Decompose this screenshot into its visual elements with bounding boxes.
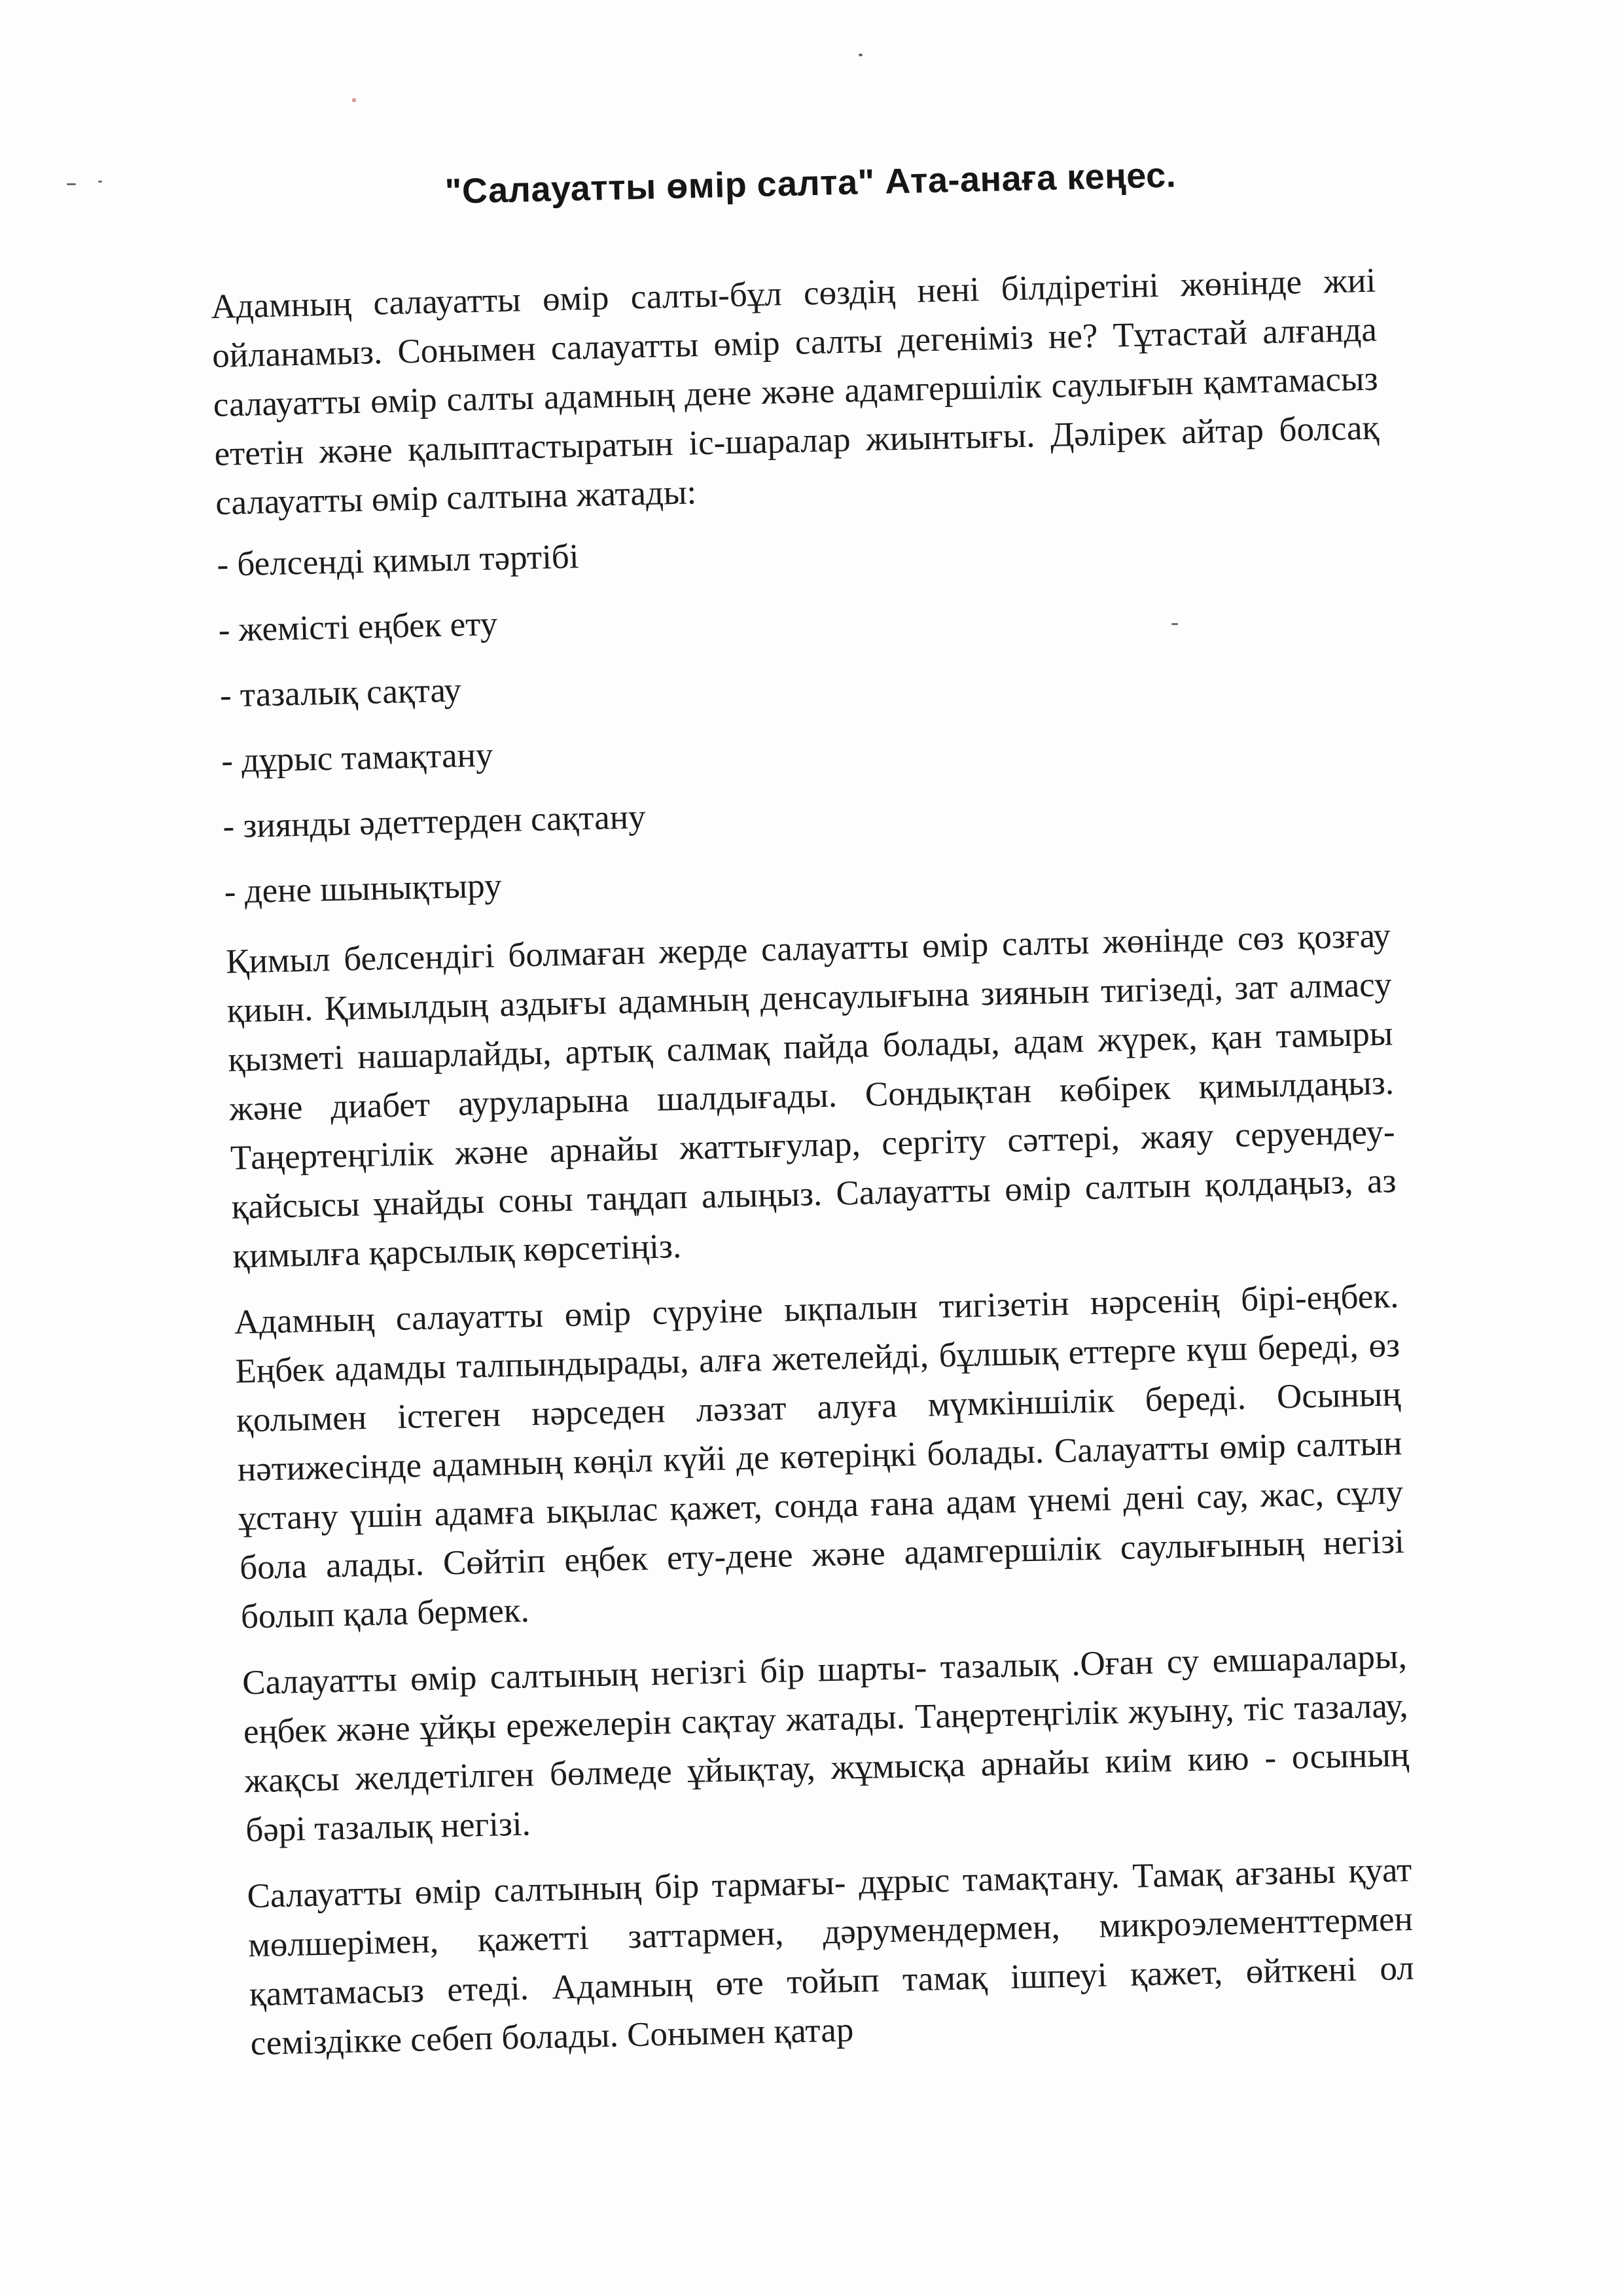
paragraph-activity: Қимыл белсендігі болмаған жерде салауатты өмір салты жөнінде сөз қозғау қиын. Қимылдың аздығы адамның денсаулығына зиянын тигізеді, зат алмасу қызметі нашарлайды, артық салмақ пайда болады, адам жүрек, қан тамыры және диабет ауруларына шалдығады. Сондықтан көбірек қимылдаңыз. Таңертеңгілік және арнайы жаттығулар, сергіту сәттері, жаяу серуендеу- қайсысы ұнайды соны таңдап алыңыз. Салауатты өмір салтын қолдаңыз, аз қимылға қарсылық көрсетіңіз. <box>225 916 1397 1276</box>
scan-speck <box>352 98 356 102</box>
document-body <box>208 151 1416 2086</box>
paragraph-hygiene: Салауатты өмір салтының негізгі бір шарты- тазалық .Оған су емшаралары, еңбек және ұйқы ережелерін сақтау жатады. Таңертеңгілік жуыну, тіс тазалау, жақсы желдетілген бөлмеде ұйықтау, жұмысқа арнайы киім кию - осының бәрі тазалық негізі. <box>241 1638 1410 1850</box>
scan-speck <box>859 54 863 56</box>
scan-speck <box>98 181 102 183</box>
healthy-lifestyle-list <box>217 518 1389 911</box>
list-item: - дұрыс тамақтану <box>221 736 494 780</box>
paragraph-nutrition: Салауатты өмір салтының бір тармағы- дұрыс тамақтану. Тамақ ағзаны қуат мөлшерімен, қажетті заттармен, дәрумендермен, микроэлементтермен қамтамасыз етеді. Адамның өте тойып тамақ ішпеуі қажет, өйткені ол семіздікке себеп болады. Сонымен қатар <box>246 1850 1415 2063</box>
document-title: "Салауатты өмір салта" Ата-анаға кеңес. <box>444 155 1177 211</box>
list-item: - зиянды әдеттерден сақтану <box>222 798 647 846</box>
list-item: - белсенді қимыл тәртібі <box>216 537 580 584</box>
list-item: - тазалық сақтау <box>219 671 462 715</box>
list-item: - дене шынықтыру <box>224 867 503 911</box>
scan-speck <box>67 183 76 185</box>
intro-paragraph: Адамның салауатты өмір салты-бұл сөздің нені білдіретіні жөнінде жиі ойланамыз. Сонымен салауатты өмір салты дегеніміз не? Тұтастай алғанда салауатты өмір салты адамның дене және адамгершілік саулығын қамтамасыз ететін және қалыптастыратын іс-шаралар жиынтығы. Дәлірек айтар болсақ салауатты өмір салтына жатады: <box>210 261 1380 522</box>
paragraph-work: Адамның салауатты өмір сүруіне ықпалын тигізетін нәрсенің бірі-еңбек. Еңбек адамды талпындырады, алға жетелейді, бұлшық еттерге күш береді, өз қолымен істеген нәрседен ләззат алуға мүмкіншілік береді. Осының нәтижесінде адамның көңіл күйі де көтеріңкі болады. Салауатты өмір салтын ұстану үшін адамға ықылас қажет, сонда ғана адам үнемі дені сау, жас, сұлу бола алады. Сөйтіп еңбек ету-дене және адамгершілік саулығының негізі болып қала бермек. <box>234 1277 1405 1636</box>
list-item: - жемісті еңбек ету <box>218 605 498 649</box>
